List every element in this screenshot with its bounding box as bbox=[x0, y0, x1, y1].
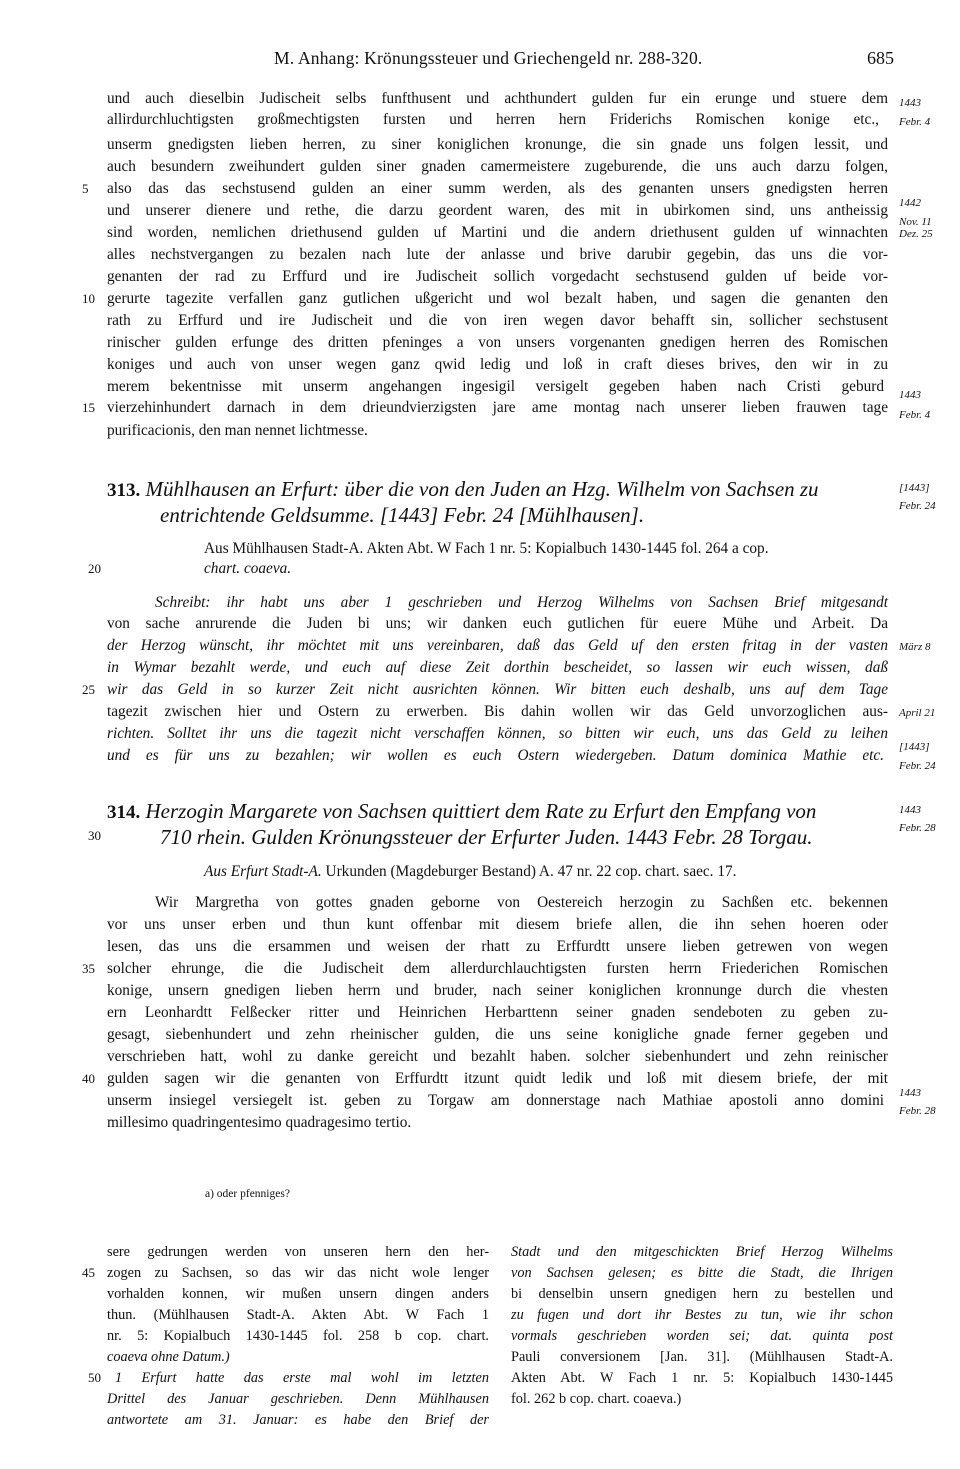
margin-date: [1443] Febr. 24 bbox=[899, 482, 936, 512]
text-line: allirdurchluchtigsten großmechtigsten fursten und herren hern Friderichs Romischen konige etc., bbox=[107, 111, 879, 128]
text-line: auch besundern zweihundert gulden siner gnaden camermeistere zugeburende, die uns auch darzu folgen, bbox=[107, 158, 888, 175]
footnote-line: antwortete am 31. Januar: es habe den Brief der bbox=[107, 1412, 489, 1428]
line-number: 5 bbox=[82, 181, 89, 196]
text-line: von sache anrurende die Juden bi uns; wir danken euch gutlichen für euere Mühe und Arbeit. Da bbox=[107, 615, 888, 632]
line-number: 50 bbox=[88, 1370, 101, 1385]
footnote-line: zogen zu Sachsen, so das wir das nicht wole lenger bbox=[107, 1265, 489, 1281]
footnote-line: Pauli conversionem [Jan. 31]. (Mühlhausen Stadt-A. bbox=[511, 1349, 893, 1365]
source-note: chart. coaeva. bbox=[204, 560, 292, 577]
footnote-line: vorhalden konnen, wir mußen unsern dingen anders bbox=[107, 1286, 489, 1302]
footnote-line: thun. (Mühlhausen Stadt-A. Akten Abt. W Fach 1 bbox=[107, 1307, 489, 1323]
text-line: millesimo quadringentesimo quadragesimo tertio. bbox=[107, 1114, 412, 1131]
margin-date: 1443 Febr. 4 bbox=[899, 389, 931, 421]
text-line: Wir Margretha von gottes gnaden geborne von Oestereich herzogin zu Sachßen etc. bekennen bbox=[155, 894, 888, 911]
text-line: wir das Geld in so kurzer Zeit nicht ausrichten können. Wir bitten euch deshalb, uns auf dem Tage bbox=[107, 681, 888, 698]
text-line: rinischer gulden erfunge des dritten pfeninges a von unsers vorgenanten gnedigen herren des Romischen bbox=[107, 334, 888, 351]
text-line: und unserer dienere und rethe, die darzu geordent waren, des mit in ubirkomen sind, uns antheissig bbox=[107, 202, 888, 219]
text-line: koniges und auch von unser wegen ganz qwid ledig und loß in craft dieses brives, den wir in zu bbox=[107, 356, 888, 373]
text-line: gerurte tagezite verfallen ganz gutlichen ußgericht und wol bezalt haben, und sagen die genanten den bbox=[107, 290, 888, 307]
text-line: richten. Solltet ihr uns die tagezit nicht verschaffen können, so bitten wir euch, uns das Geld zu leihen bbox=[107, 725, 888, 742]
line-number: 15 bbox=[82, 400, 95, 415]
text-line: tagezit zwischen hier und Ostern zu erwerben. Bis dahin wollen wir das Geld unvorzoglichen aus- bbox=[107, 703, 888, 720]
text-line: vierzehinhundert darnach in dem drieundvierzigsten jare ame montag nach unserer lieben frauwen tage bbox=[107, 399, 888, 416]
text-line: unserm insiegel versiegelt ist. geben zu Torgaw am donnerstage nach Mathiae apostoli anno domini bbox=[107, 1092, 884, 1109]
footnote-line: sere gedrungen werden von unseren hern den her- bbox=[107, 1244, 489, 1260]
footnote-line: Akten Abt. W Fach 1 nr. 5: Kopialbuch 1430-1445 bbox=[511, 1370, 893, 1386]
text-line: und es für uns zu bezahlen; wir wollen es euch Ostern wiedergeben. Datum dominica Mathie etc. bbox=[107, 747, 884, 764]
footnote-line: von Sachsen gelesen; es bitte die Stadt, die Ihrigen bbox=[511, 1265, 893, 1281]
margin-date: März 8 bbox=[899, 641, 931, 653]
text-line: gesagt, siebenhundert und zehn rheinischer gulden, die uns seine konigliche gnade ferner gegeben und bbox=[107, 1026, 888, 1043]
line-number: 30 bbox=[88, 828, 101, 843]
line-number: 10 bbox=[82, 291, 95, 306]
text-line: rath zu Erffurd und ire Judischeit und die von iren wegen davor behafft sin, sollicher sechstusent bbox=[107, 312, 888, 329]
text-line: vor uns unser erben und thun kunt offenbar mit diesem briefe allen, die ihn sehen hoeren oder bbox=[107, 916, 888, 933]
running-header bbox=[274, 40, 894, 76]
text-line: ern Leonhardtt Felßecker ritter und Heinrichen Herbarttenn seiner gnaden sendeboten zu geben zu- bbox=[107, 1004, 888, 1021]
line-number: 40 bbox=[82, 1071, 95, 1086]
text-line: Schreibt: ihr habt uns aber 1 geschrieben und Herzog Wilhelms von Sachsen Brief mitgesandt bbox=[155, 594, 888, 611]
margin-date: 1443 Febr. 28 bbox=[899, 804, 936, 834]
text-line: und auch dieselbin Judischeit selbs funfthusent und achthundert gulden fur ein erunge und stuere dem bbox=[107, 90, 888, 107]
text-line: sind worden, nemlichen driethusend gulden uf Martini und die andern driethusent gulden uf winnachten bbox=[107, 224, 888, 241]
footnote-line: zu fugen und dort ihr Bestes zu tun, wie ihr schon bbox=[511, 1307, 893, 1323]
text-line: genanten der rad zu Erffurd und ire Judischeit sollich vorgedacht sechstusend gulden uf beide vor- bbox=[107, 268, 888, 285]
footnote-line: Stadt und den mitgeschickten Brief Herzog Wilhelms bbox=[511, 1244, 893, 1260]
footnote-line: Drittel des Januar geschrieben. Denn Mühlhausen bbox=[107, 1391, 489, 1407]
footnote-a: a) oder pfenniges? bbox=[205, 1188, 290, 1200]
section-heading: 314. Herzogin Margarete von Sachsen quittiert dem Rate zu Erfurt den Empfang von bbox=[107, 799, 817, 823]
footnote-line: 1 Erfurt hatte das erste mal wohl im letzten bbox=[115, 1370, 489, 1386]
margin-date: [1443] Febr. 24 bbox=[899, 741, 936, 772]
text-line: lesen, das uns die ersammen und weisen der rhatt zu Erffurdtt unsere lieben getrewen von wegen bbox=[107, 938, 888, 955]
text-line: in Wymar bezahlt werde, und euch auf diese Zeit dorthin bescheidet, so lassen wir euch wissen, daß bbox=[107, 659, 888, 676]
text-line: verschrieben hatt, wohl zu danke gereicht und bezahlt haben. solcher siebenhundert und zehn reinischer bbox=[107, 1048, 888, 1065]
text-line: konige, unsern gnedigen lieben herrn und bruder, nach seiner koniglichen kronnunge durch die vhesten bbox=[107, 982, 888, 999]
text-line: der Herzog wünscht, ihr möchtet mit uns vereinbaren, daß das Geld uf den ersten fritag in der vasten bbox=[107, 637, 888, 654]
text-line: gulden sagen wir die genanten von Erffurdtt itzunt quidt ledik und loß mit diesem briefe, der mit bbox=[107, 1070, 888, 1087]
section-heading-cont: 710 rhein. Gulden Krönungssteuer der Erfurter Juden. 1443 Febr. 28 Torgau. bbox=[160, 825, 813, 849]
text-line: alles nechstvergangen zu bezalen nach lute der anlasse und brive darubir gegebin, das uns die vor- bbox=[107, 246, 888, 263]
section-heading-cont: entrichtende Geldsumme. [1443] Febr. 24 [Mühlhausen]. bbox=[160, 503, 645, 527]
text-line: purificacionis, den man nennet lichtmesse. bbox=[107, 422, 368, 439]
footnote-line: coaeva ohne Datum.) bbox=[107, 1349, 230, 1365]
footnote-line: fol. 262 b cop. chart. coaeva.) bbox=[511, 1391, 682, 1407]
line-number: 45 bbox=[82, 1265, 95, 1280]
header-title: M. Anhang: Krönungssteuer und Griechengeld nr. 288-320. bbox=[274, 48, 703, 68]
margin-date: April 21 bbox=[899, 707, 936, 719]
section-heading: 313. Mühlhausen an Erfurt: über die von den Juden an Hzg. Wilhelm von Sachsen zu bbox=[107, 477, 819, 501]
source-note: Aus Mühlhausen Stadt-A. Akten Abt. W Fach 1 nr. 5: Kopialbuch 1430-1445 fol. 264 a cop. bbox=[204, 540, 769, 557]
footnote-line: vormals geschrieben worden sei; dat. quinta post bbox=[511, 1328, 893, 1344]
line-number: 25 bbox=[82, 682, 95, 697]
page-number: 685 bbox=[867, 48, 894, 68]
text-line: unserm gnedigsten lieben herren, zu siner koniglichen kronunge, die sin gnade uns folgen lessit, und bbox=[107, 136, 888, 153]
text-line: also das das sechstusend gulden an einer summ werden, als des genanten unsers gnedigsten herren bbox=[107, 180, 888, 197]
footnote-line: bi denselbin unsern gnedigen hern zu bestellen und bbox=[511, 1286, 893, 1302]
footnote-line: nr. 5: Kopialbuch 1430-1445 fol. 258 b cop. chart. bbox=[107, 1328, 489, 1344]
margin-date: 1442 Nov. 11 Dez. 25 bbox=[899, 197, 933, 240]
margin-date: 1443 Febr. 28 bbox=[899, 1087, 936, 1117]
line-number: 35 bbox=[82, 961, 95, 976]
text-line: solcher ehrunge, die die Judischeit dem allerdurchlauchtigsten fursten herrn Friederichen Romischen bbox=[107, 960, 888, 977]
line-number: 20 bbox=[88, 561, 101, 576]
margin-date: 1443 Febr. 4 bbox=[899, 97, 931, 128]
source-note: Aus Erfurt Stadt-A. Urkunden (Magdeburger Bestand) A. 47 nr. 22 cop. chart. saec. 17. bbox=[204, 863, 737, 880]
text-line: merem bekentnisse mit unserm angehangen ingesigil versigelt gegeben haben nach Cristi geburd bbox=[107, 378, 884, 395]
